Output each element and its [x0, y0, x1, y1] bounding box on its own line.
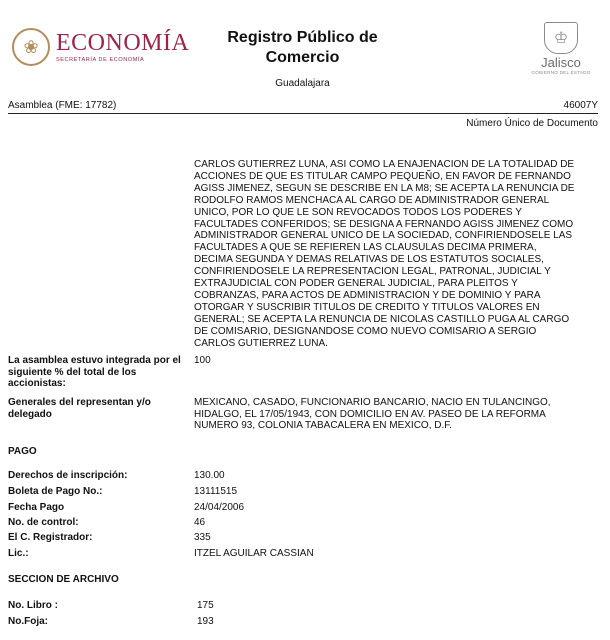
jalisco-logo-subtitle: GOBIERNO DEL ESTADO — [531, 70, 591, 75]
reference-row — [8, 100, 598, 114]
pago-label-fecha: Fecha Pago — [8, 502, 65, 513]
resolution-text: CARLOS GUTIERREZ LUNA, ASI COMO LA ENAJENACION DE LA TOTALIDAD DE ACCIONES DE QUE ES TITULAR CAMPO PEQUEÑO, EN FAVOR DE FERNANDO AGISS JIMENEZ, SEGUN SE DESCRIBE EN LA M8; SE ACEPTA LA RENUNCIA DE RODOLFO RAMOS MENCHACA AL CARGO DE ADMINISTRADOR GENERAL UNICO, POR LO QUE LE SON REVOCADOS TODOS LOS PODERES Y FACULTADES CONFERIDOS; SE DESIGNA A FERNANDO AGISS JIMENEZ COMO ADMINISTRADOR GENERAL UNICO DE LA SOCIEDAD, CONFIRIENDOSELE LAS FACULTADES A QUE SE REFIEREN LAS CLAUSULAS DECIMA PRIMERA, DECIMA SEGUNDA Y DEMAS RELATIVAS DE LOS ESTATUTOS SOCIALES, CONFIRIENDOSELE LA REPRESENTACION LEGAL, PATRONAL, JUDICIAL Y EXTRAJUDICIAL CON PODER GENERAL JUDICIAL, PARA PLEITOS Y COBRANZAS, PARA ACTOS DE ADMINISTRACION Y DE DOMINIO Y PARA OTORGAR Y SUSCRIBIR TITULOS DE CREDITO Y TITULOS VALORES EN GENERAL; SE ACEPTA LA RENUNCIA DE NICOLAS CASTILLO PUGA AL CARGO DE COMISARIO, DESIGNANDOSE COMO NUEVO COMISARIO A SERGIO CARLOS GUTIERREZ LUNA. — [194, 159, 575, 349]
archivo-value-foja: 193 — [197, 616, 214, 627]
jalisco-logo — [528, 22, 594, 75]
archivo-heading: SECCION DE ARCHIVO — [8, 574, 119, 585]
assembly-value: 100 — [194, 355, 211, 366]
generales-value: MEXICANO, CASADO, FUNCIONARIO BANCARIO, NACIO EN TULANCINGO, HIDALGO, EL 17/05/1943, CON DOMICILIO EN AV. PASEO DE LA REFORMA NUMERO 93, COLONIA TABACALERA EN MEXICO, D.F. — [194, 397, 551, 431]
pago-label-registrador: El C. Registrador: — [8, 532, 93, 543]
city-label: Guadalajara — [275, 78, 330, 89]
page-title — [200, 28, 405, 68]
document-header — [0, 0, 610, 95]
document-number-caption: Número Único de Documento — [466, 118, 598, 129]
document-type: Asamblea (FME: 17782) — [8, 100, 117, 111]
pago-value-fecha: 24/04/2006 — [194, 502, 245, 513]
pago-value-derechos: 130.00 — [194, 470, 225, 481]
pago-value-control: 46 — [194, 517, 206, 528]
pago-label-control: No. de control: — [8, 517, 79, 528]
page-title-line2: Comercio — [265, 49, 340, 66]
economia-logo — [12, 28, 189, 66]
pago-value-lic: ITZEL AGUILAR CASSIAN — [194, 548, 314, 559]
jalisco-logo-name: Jalisco — [541, 55, 581, 70]
page-title-line1: Registro Público de — [227, 29, 378, 46]
jalisco-shield-icon: ♔ — [544, 22, 578, 54]
assembly-label: La asamblea estuvo integrada por el siguiente % del total de los accionistas: — [8, 355, 181, 389]
pago-label-boleta: Boleta de Pago No.: — [8, 486, 103, 497]
pago-label-lic: Lic.: — [8, 548, 29, 559]
archivo-label-libro: No. Libro : — [8, 600, 58, 611]
economia-logo-name: ECONOMÍA — [56, 30, 190, 56]
economia-logo-subtitle: SECRETARÍA DE ECONOMÍA — [56, 57, 145, 63]
archivo-value-libro: 175 — [197, 600, 214, 611]
eagle-seal-icon: ❀ — [12, 28, 50, 66]
archivo-label-foja: No.Foja: — [8, 616, 48, 627]
pago-heading: PAGO — [8, 446, 37, 457]
pago-value-registrador: 335 — [194, 532, 211, 543]
pago-label-derechos: Derechos de inscripción: — [8, 470, 128, 481]
pago-value-boleta: 13111515 — [194, 486, 238, 497]
document-number: 46007Y — [563, 100, 598, 111]
generales-label: Generales del representan y/o delegado — [8, 397, 151, 420]
